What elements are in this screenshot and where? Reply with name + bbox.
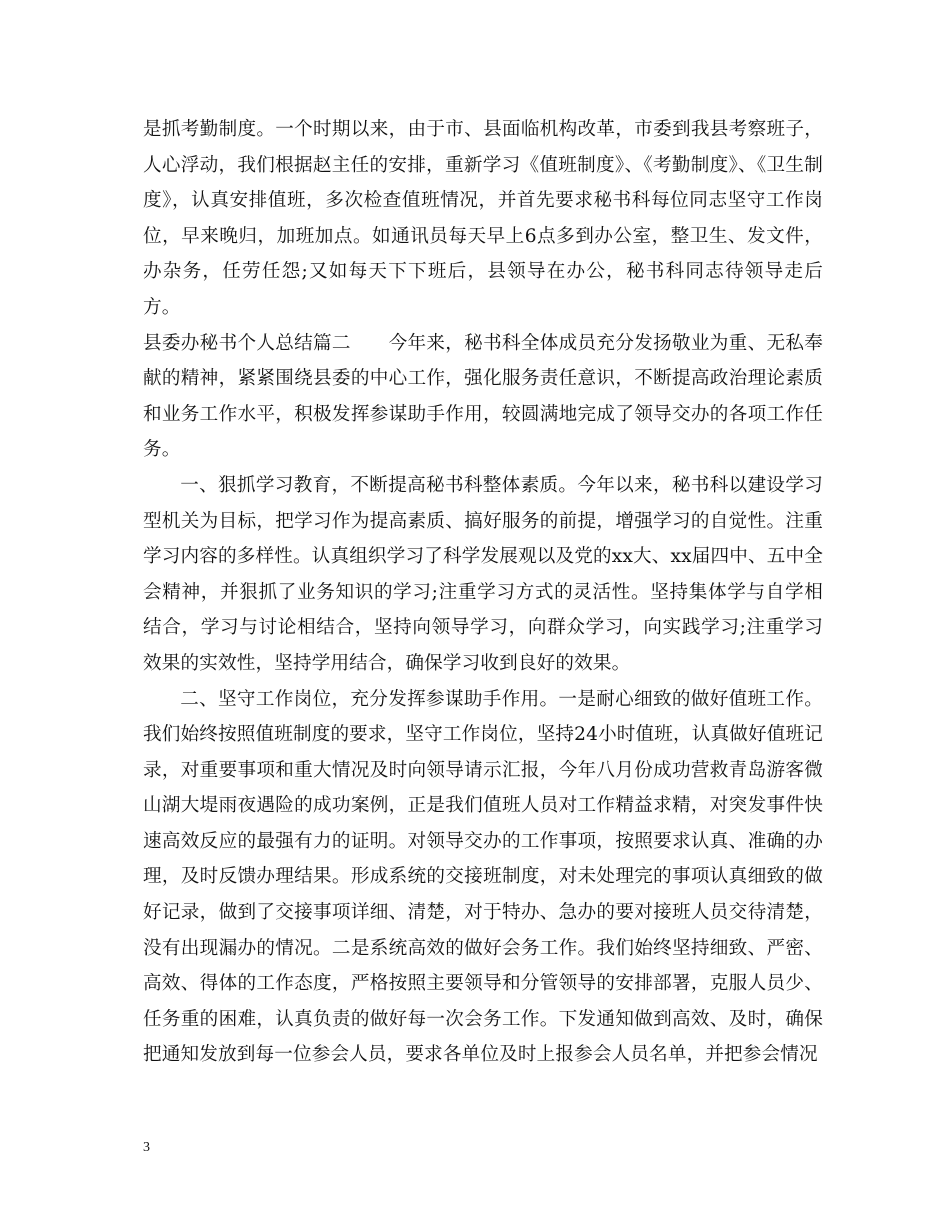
page-number: 3 [143, 1140, 150, 1155]
paragraph-work-posts: 二、坚守工作岗位，充分发挥参谋助手作用。一是耐心细致的做好值班工作。我们始终按照值班制度的要求，坚守工作岗位，坚持24小时值班，认真做好值班记录，对重要事项和重大情况及时向领导请示汇报，今年八月份成功营救青岛游客微山湖大堤雨夜遇险的成功案例，正是我们值班人员对工作精益求精，对突发事件快速高效反应的最强有力的证明。对领导交办的工作事项，按照要求认真、准确的办理，及时反馈办理结果。形成系统的交接班制度，对未处理完的事项认真细致的做好记录，做到了交接事项详细、清楚，对于特办、急办的要对接班人员交待清楚，没有出现漏办的情况。二是系统高效的做好会务工作。我们始终坚持细致、严密、高效、得体的工作态度，严格按照主要领导和分管领导的安排部署，克服人员少、任务重的困难，认真负责的做好每一次会务工作。下发通知做到高效、及时，确保把通知发放到每一位参会人员，要求各单位及时上报参会人员名单，并把参会情况 [143, 688, 823, 1066]
document-body [143, 112, 823, 1073]
paragraph-study-education: 一、狠抓学习教育，不断提高秘书科整体素质。今年以来，秘书科以建设学习型机关为目标，把学习作为提高素质、搞好服务的前提，增强学习的自觉性。注重学习内容的多样性。认真组织学习了科学发展观以及党的xx大、xx届四中、五中全会精神，并狠抓了业务知识的学习;注重学习方式的灵活性。坚持集体学与自学相结合，学习与讨论相结合，坚持向领导学习，向群众学习，向实践学习;注重学习效果的实效性，坚持学用结合，确保学习收到良好的效果。 [143, 474, 823, 674]
paragraph-summary-part-two: 县委办秘书个人总结篇二 今年来，秘书科全体成员充分发扬敬业为重、无私奉献的精神，紧紧围绕县委的中心工作，强化服务责任意识，不断提高政治理论素质和业务工作水平，积极发挥参谋助手作用，较圆满地完成了领导交办的各项工作任务。 [143, 332, 823, 461]
paragraph-attendance-continued: 是抓考勤制度。一个时期以来，由于市、县面临机构改革，市委到我县考察班子，人心浮动，我们根据赵主任的安排，重新学习《值班制度》、《考勤制度》、《卫生制度》，认真安排值班，多次检查值班情况，并首先要求秘书科每位同志坚守工作岗位，早来晚归，加班加点。如通讯员每天早上6点多到办公室，整卫生、发文件，办杂务，任劳任怨;又如每天下下班后，县领导在办公，秘书科同志待领导走后方。 [143, 119, 823, 318]
